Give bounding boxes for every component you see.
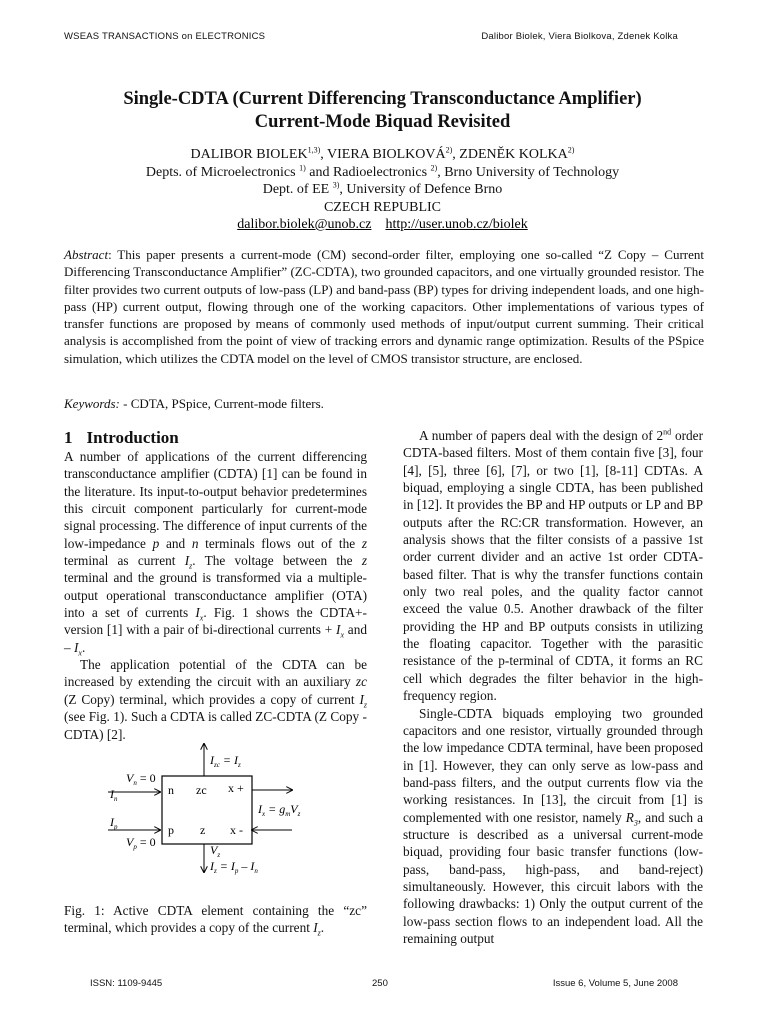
author-block <box>60 146 705 234</box>
abstract <box>64 246 704 367</box>
affiliation-1: Depts. of Microelectronics $^{1)}$ and Radioelectronics $^{2)}$, Brno University of Technology <box>145 162 620 180</box>
terminal-p: p <box>168 823 174 837</box>
figure-1-caption: Fig. 1: Active CDTA element containing the “zc” terminal, which provides a copy of the current $I_z$. <box>64 903 367 938</box>
label-ix: $I_x = g_mV_z$ <box>258 802 301 818</box>
label-izc: $I_{zc} = I_z$ <box>210 753 241 769</box>
country: CZECH REPUBLIC <box>323 199 442 215</box>
label-ip: $I_p$ <box>110 815 118 831</box>
footer-issue: Issue 6, Volume 5, June 2008 <box>552 978 678 989</box>
footer-page-number: 250 <box>372 978 388 989</box>
keywords-text: - CDTA, PSpice, Current-mode filters. <box>119 396 324 411</box>
abstract-text: : This paper presents a current-mode (CM) second-order filter, employing one so-called “Z Copy – Current Differencing Transconductance Amplifier” (ZC-CDTA), two grounded capacitors, and one virtually grounded resistor. The filter provides two current outputs of low-pass (LP) and band-pass (BP) types for driving independent loads, and one high-pass (HP) current output, flowing through one of the working capacitors. Other implementations of various types of transfer functions are proposed by means of commonly used methods of input/output current summing. Their critical analysis is accomplished from the point of view of tracking errors and dynamic range optimization. Results of the PSpice simulation, which utilizes the CDTA model on the level of CMOS transistor structure, are enclosed. <box>64 247 704 366</box>
section-heading-introduction: 1 Introduction <box>64 428 179 447</box>
affiliation-2: Dept. of EE $^{3)}$, University of Defence Brno <box>262 180 503 197</box>
figure-1-cdta-diagram <box>100 738 330 878</box>
paragraph: The application potential of the CDTA can be increased by extending the circuit with an auxiliary zc (Z Copy) terminal, which provides a copy of current $I_z$ (see Fig. 1). Such a CDTA is called ZC-CDTA (Z Copy - CDTA) [2]. <box>64 657 367 742</box>
homepage-link[interactable]: http://user.unob.cz/biolek <box>385 217 528 232</box>
label-in: $I_n$ <box>110 787 118 803</box>
paragraph: A number of applications of the current differencing transconductance amplifier (CDTA) [1] can be found in the literature. Its input-to-output behavior predetermines this circuit component particularly for current-mode signal processing. The difference of input currents of the low-impedance p and n terminals flows out of the z terminal as current $I_z$. The voltage between the z terminal and the ground is transformed via a multiple-output operational transconductance amplifier (OTA) into a set of currents $I_x$. Fig. 1 shows the CDTA+- version [1] with a pair of bi-directional currents + $I_x$ and – $I_x$. <box>64 449 367 658</box>
label-iz: $I_z = I_p - I_n$ <box>210 859 258 875</box>
title-line-2: Current-Mode Biquad Revisited <box>254 112 511 132</box>
paragraph: Single-CDTA biquads employing two grounded capacitors and one resistor, virtually grounded through the low impedance CDTA terminal, have been proposed in [1]. However, they can only serve as low-pass and band-pass filters, and the output currents flow via the working resistances. In [13], the circuit from [1] is complemented with one resistor, namely $R_3$, and such a structure is described as a universal current-mode biquad, providing four basic transfer functions (low-pass, band-pass, high-pass, and band-reject) simultaneously. However, this circuit labors with the following drawbacks: 1) Only the output current of the low-pass section flows to an independent load. All the remaining output <box>403 705 703 946</box>
title-line-1: Single-CDTA (Current Differencing Transconductance Amplifier) <box>123 89 642 109</box>
keywords <box>64 396 704 412</box>
paragraph: A number of papers deal with the design of 2nd order CDTA-based filters. Most of them contain five [3], four [4], [5], three [6], [7], or two [1], [8-11] CDTAs. A biquad, employing a single CDTA, has been published in [12]. It provides the BP and HP outputs or LP and BP outputs after the RC:CR transformation. However, an analysis shows that the filter consists of a passive 1st order current divider and an active 1st order CDTA-based filter. That is why the transfer functions contain only two real poles, and the quality factor cannot exceed the value 0.5. Another drawback of the filter providing the HP and BP outputs consists in utilizing the floating capacitor. Together with the parasitic resistance of the p-terminal of CDTA, it forms an RC cell which degrades the filter behavior in the high-frequency region. <box>403 427 703 704</box>
running-header-authors: Dalibor Biolek, Viera Biolkova, Zdenek Kolka <box>481 31 678 42</box>
terminal-n: n <box>168 783 174 797</box>
terminal-z: z <box>200 823 206 837</box>
right-column <box>403 427 703 947</box>
email-link[interactable]: dalibor.biolek@unob.cz <box>237 217 372 232</box>
label-vp: $V_p = 0$ <box>126 835 156 851</box>
left-column <box>64 428 367 743</box>
keywords-label: Keywords: <box>64 396 120 411</box>
contact-links <box>60 216 705 234</box>
running-header-journal: WSEAS TRANSACTIONS on ELECTRONICS <box>64 31 266 42</box>
paper-title <box>60 88 705 134</box>
author-names: DALIBOR BIOLEK$^{1,3)}$, VIERA BIOLKOVÁ$^{2)}$, ZDENĚK KOLKA$^{2)}$ <box>190 145 575 162</box>
terminal-xminus: x - <box>230 823 243 837</box>
abstract-label: Abstract <box>64 247 109 262</box>
label-vz: $V_z$ <box>210 843 221 859</box>
label-vn: $V_n = 0$ <box>126 771 156 787</box>
footer-issn: ISSN: 1109-9445 <box>90 978 163 989</box>
terminal-zc: zc <box>196 783 207 797</box>
terminal-xplus: x + <box>228 781 244 795</box>
